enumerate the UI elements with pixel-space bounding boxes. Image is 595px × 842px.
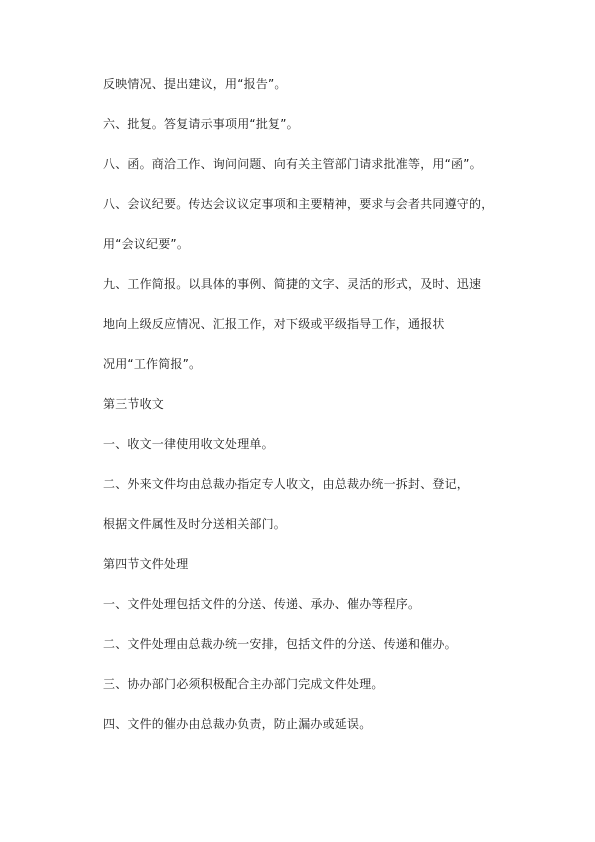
text-line: 九、工作简报。以具体的事例、简捷的文字、灵活的形式，及时、迅速 (103, 277, 482, 291)
text-line: 地向上级反应情况、汇报工作，对下级或平级指导工作，通报状 (103, 317, 445, 331)
text-line: 一、收文一律使用收文处理单。 (103, 437, 274, 451)
text-line: 一、文件处理包括文件的分送、传递、承办、催办等程序。 (103, 597, 421, 611)
text-line: 二、文件处理由总裁办统一安排，包括文件的分送、传递和催办。 (103, 637, 457, 651)
text-line: 八、会议纪要。传达会议议定事项和主要精神，要求与会者共同遵守的， (103, 197, 494, 211)
text-line: 况用“工作简报”。 (103, 357, 202, 371)
text-line: 八、函。商洽工作、询问问题、向有关主管部门请求批准等，用“函”。 (103, 157, 482, 171)
text-line: 六、批复。答复请示事项用“批复”。 (103, 117, 299, 131)
text-line: 三、协办部门必须积极配合主办部门完成文件处理。 (103, 677, 384, 691)
text-line: 根据文件属性及时分送相关部门。 (103, 517, 287, 531)
section-heading: 第四节文件处理 (103, 557, 189, 571)
section-heading: 第三节收文 (103, 397, 165, 411)
text-line: 用“会议纪要”。 (103, 237, 190, 251)
text-line: 四、文件的催办由总裁办负责，防止漏办或延误。 (103, 717, 372, 731)
text-line: 反映情况、提出建议，用“报告”。 (103, 77, 287, 91)
text-line: 二、外来文件均由总裁办指定专人收文，由总裁办统一拆封、登记， (103, 477, 470, 491)
